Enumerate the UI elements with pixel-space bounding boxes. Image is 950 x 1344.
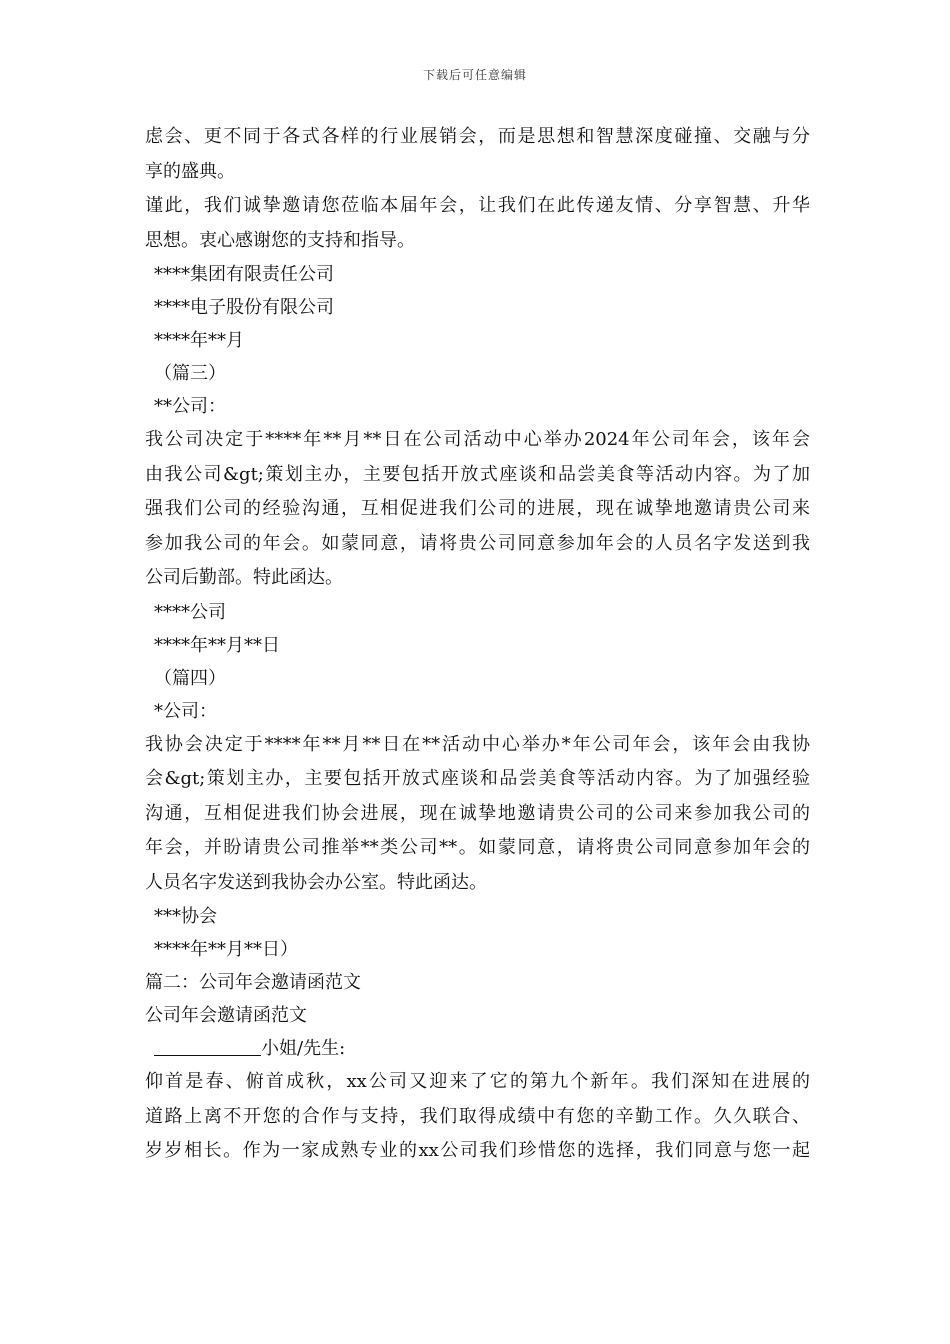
section4-signature: ***协会 [154,906,217,927]
part2-salutation-line [145,1032,810,1065]
section4-body-line-2: 会&gt;策划主办，主要包括开放式座谈和品尝美食等活动内容。为了加强经验 [145,768,810,789]
section4-body-line-1: 我协会决定于****年**月**日在**活动中心举办*年公司年会，该年会由我协 [145,733,810,755]
section3-body-line-1: 我公司决定于****年**月**日在公司活动中心举办2024年公司年会，该年会 [145,429,810,450]
signature-date: ****年**月 [154,330,244,351]
signature-electronics: ****电子股份有限公司 [154,297,334,318]
section3-date: ****年**月**日 [154,634,280,656]
document-body [145,120,810,1169]
name-blank-underline [154,1039,261,1056]
para1-line-2: 享的盛典。 [145,160,235,182]
section3-body-line-3: 强我们公司的经验沟通，互相促进我们公司的进展，现在诚挚地邀请贵公司来 [145,498,810,519]
header-note: 下载后可任意编辑 [422,68,527,82]
section3-signature: ****公司 [154,601,226,623]
part2-salutation: 小姐/先生: [261,1038,346,1059]
section3-title: （篇三） [154,363,226,384]
para1-line-1: 虑会、更不同于各式各样的行业展销会，而是思想和智慧深度碰撞、交融与分 [145,126,810,147]
section3-salutation: **公司： [154,396,226,417]
part2-heading: 篇二：公司年会邀请函范文 [145,972,361,993]
section4-salutation: *公司： [154,700,217,722]
section4-body-line-5: 人员名字发送到我协会办公室。特此函达。 [145,871,487,893]
signature-group: ****集团有限责任公司 [154,264,334,285]
para2-line-1: 谨此，我们诚挚邀请您莅临本届年会，让我们在此传递友情、分享智慧、升华 [145,195,810,216]
section4-body-line-4: 年会，并盼请贵公司推举**类公司**。如蒙同意，请将贵公司同意参加年会的 [145,837,810,858]
section3-body-line-4: 参加我公司的年会。如蒙同意，请将贵公司同意参加年会的人员名字发送到我 [145,532,810,554]
section4-title: （篇四） [154,667,226,689]
part2-body-line-3: 岁岁相长。作为一家成熟专业的xx公司我们珍惜您的选择，我们同意与您一起 [145,1140,810,1161]
section4-date: ****年**月**日） [154,939,298,960]
section3-body-line-2: 由我公司&gt;策划主办，主要包括开放式座谈和品尝美食等活动内容。为了加 [145,463,810,485]
section4-body-line-3: 沟通，互相促进我们协会进展，现在诚挚地邀请贵公司的公司来参加我公司的 [145,802,810,824]
section3-body-line-5: 公司后勤部。特此函达。 [145,567,343,588]
para2-line-2: 思想。衷心感谢您的支持和指导。 [145,229,415,251]
part2-body-line-1: 仰首是春、俯首成秋，xx公司又迎来了它的第九个新年。我们深知在进展的 [145,1071,810,1092]
part2-body-line-2: 道路上离不开您的合作与支持，我们取得成绩中有您的辛勤工作。久久联合、 [145,1105,810,1127]
part2-title: 公司年会邀请函范文 [145,1005,307,1026]
